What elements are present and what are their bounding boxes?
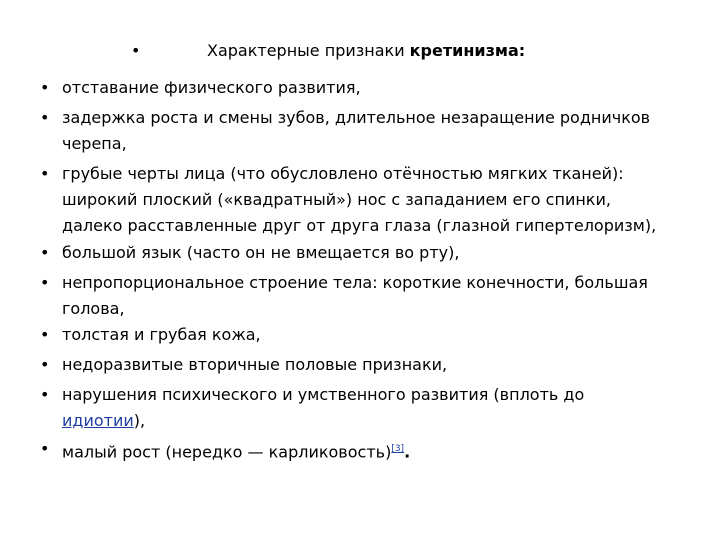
list-item-line: толстая и грубая кожа, [62,325,261,344]
list-item-text [62,352,702,378]
list-item-tail: ), [133,411,146,430]
bullet-icon: • [40,385,50,404]
list-item-line [62,408,702,434]
title-bold: кретинизма: [409,41,526,60]
bullet-icon: • [40,78,50,97]
list-item-text [62,240,702,266]
list-item-line: грубые черты лица (что обусловлено отёчностью мягких тканей): [62,164,624,183]
list-item-text [62,161,702,239]
slide-title [0,41,720,67]
list-item-line: нарушения психического и умственного развития (вплоть до [62,385,585,404]
bullet-icon: • [40,273,50,292]
title-text [207,41,525,60]
list-item-text [62,436,702,465]
idiocy-link[interactable]: идиотии [62,411,134,430]
bullet-icon: • [40,108,50,127]
footnote-ref-link[interactable]: [3] [391,444,405,454]
list-item-text [62,75,702,101]
list-item-line: далеко расставленные друг от друга глаза (глазной гипертелоризм), [62,216,657,235]
list-item-line [62,436,702,465]
list-item-line: голова, [62,299,125,318]
list-item-line: задержка роста и смены зубов, длительное незаращение родничков [62,108,651,127]
bullet-icon: • [40,164,50,183]
list-item-line: недоразвитые вторичные половые признаки, [62,355,448,374]
list-item-text [62,270,702,322]
list-item-period: . [404,442,411,462]
title-prefix: Характерные признаки [207,41,410,60]
list-item-text [62,322,702,348]
bullet-icon: • [40,325,50,344]
list-item-line: большой язык (часто он не вмещается во рту), [62,243,460,262]
list-item-line: непропорциональное строение тела: короткие конечности, большая [62,273,648,292]
list-item-text [62,105,702,157]
title-bullet: • [131,41,141,60]
bullet-icon: • [40,439,50,458]
list-item-body: малый рост (нередко — карликовость) [62,442,392,462]
list-item-line: широкий плоский («квадратный») нос с западанием его спинки, [62,190,611,209]
list-item-line: черепа, [62,134,127,153]
list-item-text [62,382,702,434]
list-item-line: отставание физического развития, [62,78,361,97]
bullet-icon: • [40,355,50,374]
bullet-icon: • [40,243,50,262]
